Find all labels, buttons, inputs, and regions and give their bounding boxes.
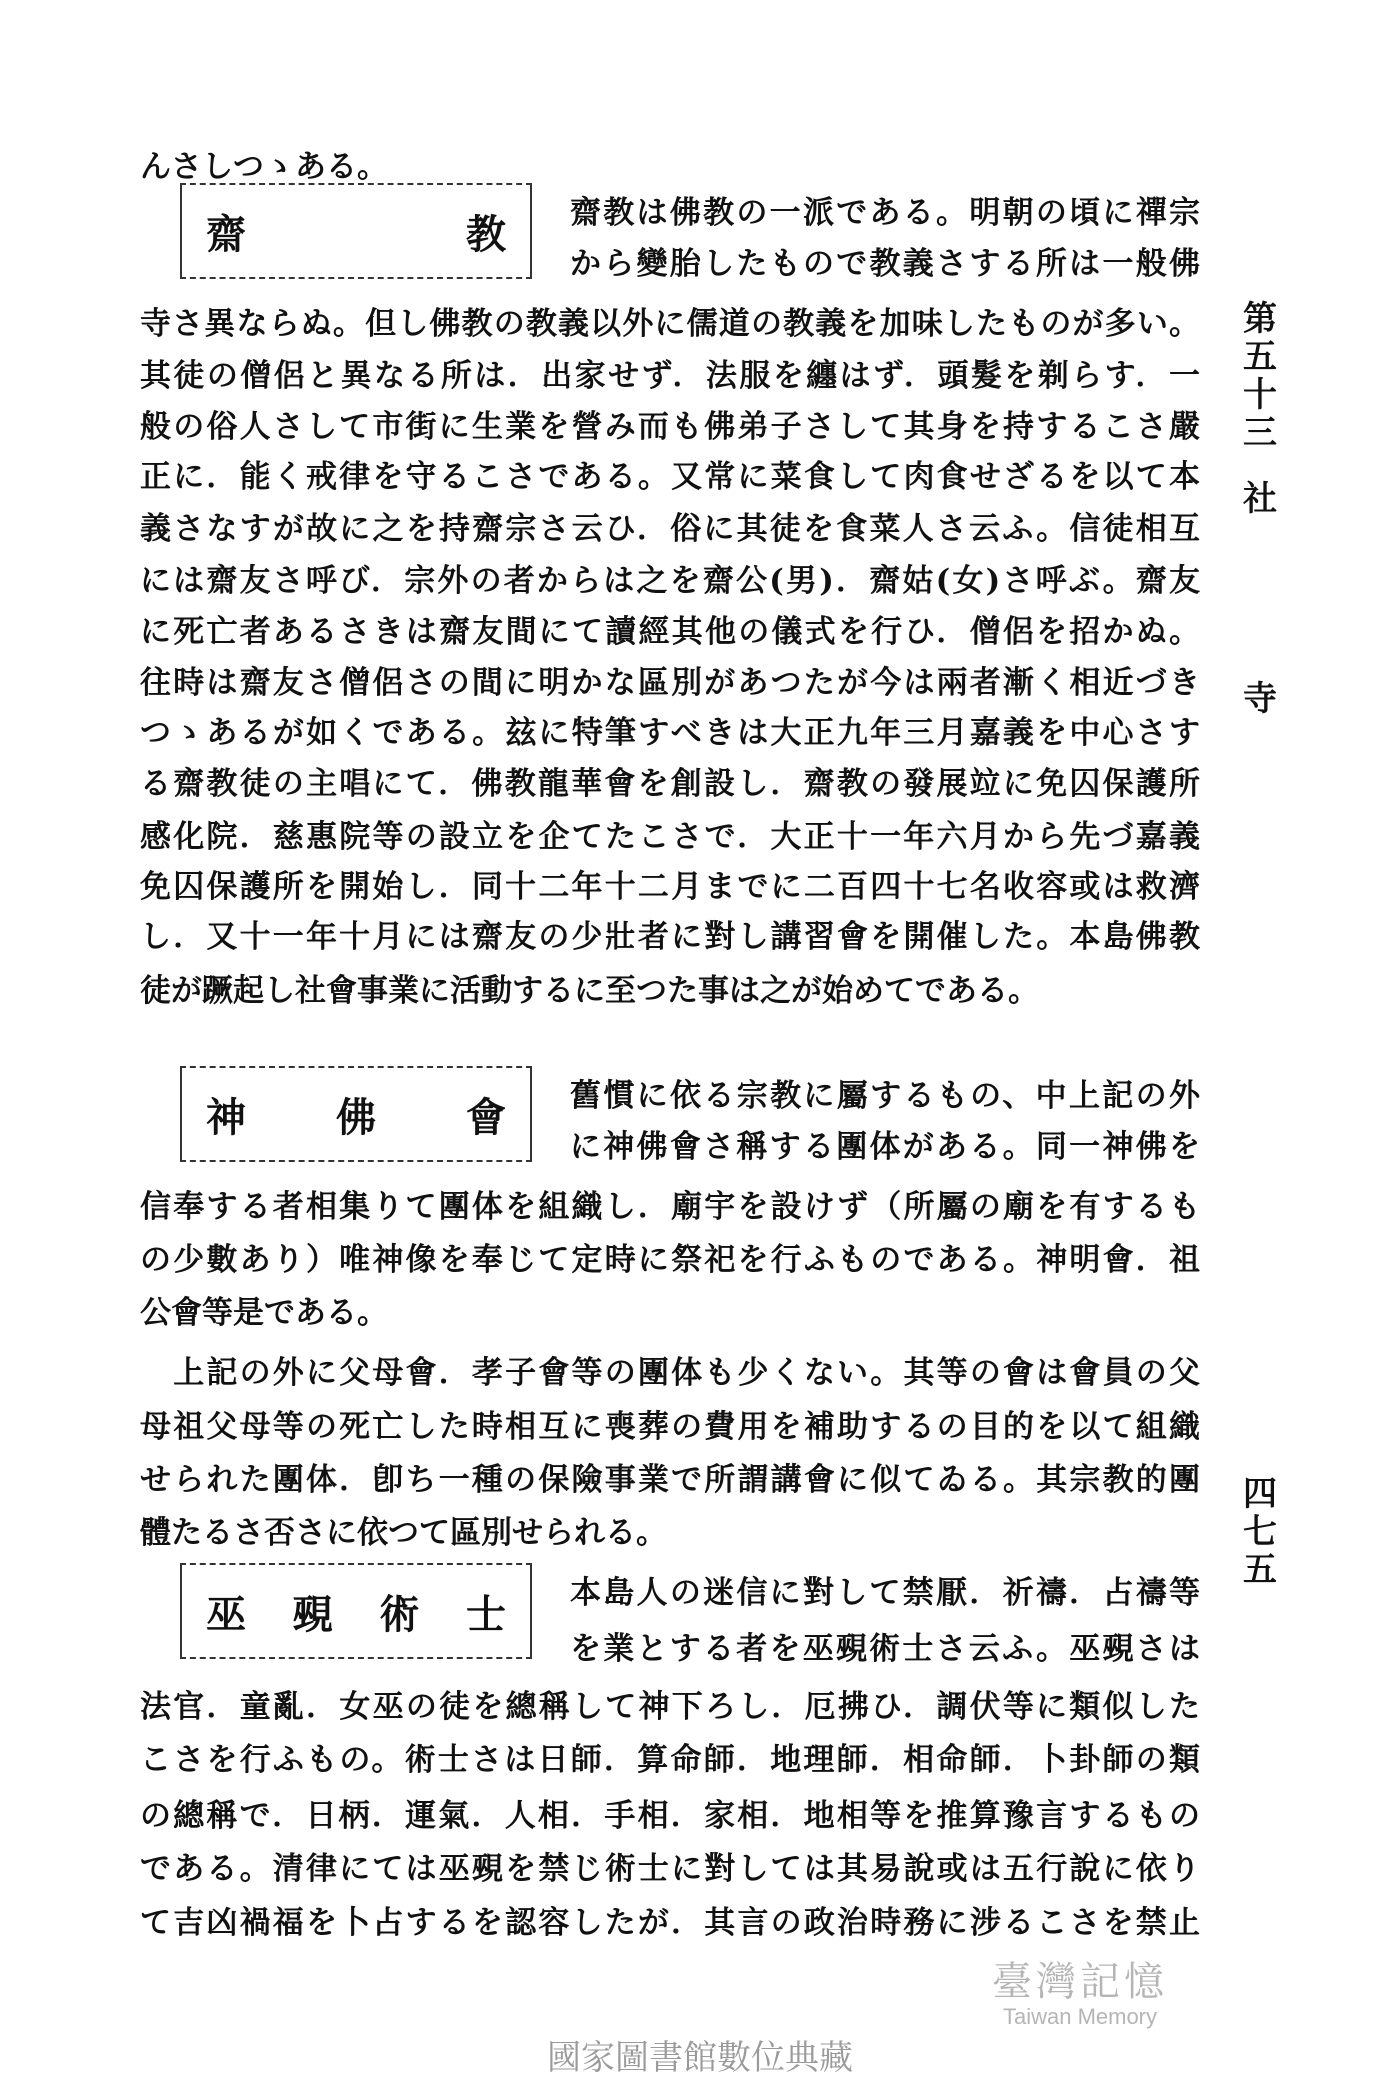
watermark-title: 臺灣記憶: [992, 1959, 1168, 2005]
text-line: 正に．能く戒律を守るこさである。又常に菜食して肉食せざるを以て本: [140, 459, 1200, 495]
text-line: の少數あり）唯神像を奉じて定時に祭祀を行ふものである。神明會．祖: [140, 1242, 1200, 1278]
text-line: 齋教は佛教の一派である。明朝の頃に禪宗: [570, 195, 1200, 231]
text-line: 公會等是である。: [140, 1295, 388, 1331]
heading-char: 教: [466, 210, 506, 258]
heading-char: 會: [466, 1093, 506, 1141]
heading-char: 神: [206, 1093, 246, 1141]
text-line: を業とする者を巫覡術士さ云ふ。巫覡さは: [570, 1631, 1200, 1667]
heading-char: 齋: [206, 210, 246, 258]
margin-chapter: 第五十三: [1243, 299, 1277, 453]
margin-title-1: 社: [1243, 479, 1277, 519]
heading-char: 巫: [206, 1590, 246, 1638]
section-heading-box: [180, 1066, 532, 1162]
text-line: る齋教徒の主唱にて．佛教龍華會を創設し．齋教の發展竝に免囚保護所: [140, 766, 1200, 802]
text-line: から變胎したもので教義さする所は一般佛: [570, 246, 1200, 282]
text-line: 法官．童亂．女巫の徒を總稱して神下ろし．厄拂ひ．調伏等に類似した: [140, 1689, 1200, 1725]
text-line: 母祖父母等の死亡した時相互に喪葬の費用を補助するの目的を以て組織: [140, 1409, 1200, 1445]
text-line: 上記の外に父母會．孝子會等の團体も少くない。其等の會は會員の父: [140, 1355, 1200, 1391]
heading-char: 覡: [292, 1590, 333, 1638]
heading-char: 士: [465, 1590, 506, 1638]
text-line: せられた團体．卽ち一種の保險事業で所謂講會に似てゐる。其宗教的團: [140, 1462, 1200, 1498]
text-line: 其徒の僧侶と異なる所は．出家せず．法服を纏はず．頭髮を剃らす．一: [140, 358, 1200, 394]
text-line: に死亡者あるさきは齋友間にて讀經其他の儀式を行ひ．僧侶を招かぬ。: [140, 614, 1200, 650]
margin-page-number: 四七五: [1243, 1474, 1277, 1590]
section-heading-box: [180, 183, 532, 279]
margin-title-2: 寺: [1243, 679, 1277, 719]
text-line: 徒が蹶起し社會事業に活動するに至つた事は之が始めてである。: [140, 973, 1039, 1009]
text-line: に神佛會さ稱する團体がある。同一神佛を: [570, 1129, 1200, 1165]
text-line: 體たるさ否さに依つて區別せられる。: [140, 1515, 667, 1551]
heading-char: 佛: [336, 1093, 376, 1141]
text-line: 義さなすが故に之を持齋宗さ云ひ．俗に其徒を食菜人さ云ふ。信徒相互: [140, 511, 1200, 547]
section-heading-box: [180, 1563, 532, 1659]
text-line: 本島人の迷信に對して禁厭．祈禱．占禱等: [570, 1575, 1200, 1611]
watermark-subtitle: Taiwan Memory: [1002, 2004, 1158, 2029]
footer-credit: 國家圖書館數位典藏: [547, 2038, 853, 2078]
text-line: 免囚保護所を開始し．同十二年十二月までに二百四十七名收容或は救濟: [140, 869, 1200, 905]
text-line: 感化院．慈惠院等の設立を企てたこさで．大正十一年六月から先づ嘉義: [140, 819, 1200, 855]
text-line: の總稱で．日柄．運氣．人相．手相．家相．地相等を推算豫言するもの: [140, 1798, 1200, 1834]
text-line: こさを行ふもの。術士さは日師．算命師．地理師．相命師．卜卦師の類: [140, 1742, 1200, 1778]
intro-line: んさしつゝある。: [140, 149, 388, 185]
watermark: [950, 1960, 1210, 2030]
text-line: である。清律にては巫覡を禁じ術士に對しては其易說或は五行說に依り: [140, 1851, 1200, 1887]
text-line: 信奉する者相集りて團体を組織し．廟宇を設けず（所屬の廟を有するも: [140, 1189, 1200, 1225]
text-line: 寺さ異ならぬ。但し佛教の教義以外に儒道の教義を加味したものが多い。: [140, 306, 1200, 342]
text-line: つゝあるが如くである。玆に特筆すべきは大正九年三月嘉義を中心さす: [140, 715, 1200, 751]
text-line: し．又十一年十月には齋友の少壯者に對し講習會を開催した。本島佛教: [140, 919, 1200, 955]
text-line: 般の俗人さして市街に生業を營み而も佛弟子さして其身を持するこさ嚴: [140, 409, 1200, 445]
text-line: 往時は齋友さ僧侶さの間に明かな區別があつたが今は兩者漸く相近づき: [140, 665, 1200, 701]
text-line: には齋友さ呼び．宗外の者からは之を齋公(男)．齋姑(女)さ呼ぶ。齋友: [140, 563, 1200, 599]
text-line: 舊慣に依る宗教に屬するもの、中上記の外: [570, 1078, 1200, 1114]
heading-char: 術: [379, 1590, 420, 1638]
text-line: て吉凶禍福を卜占するを認容したが．其言の政治時務に涉るこさを禁止: [140, 1905, 1200, 1941]
